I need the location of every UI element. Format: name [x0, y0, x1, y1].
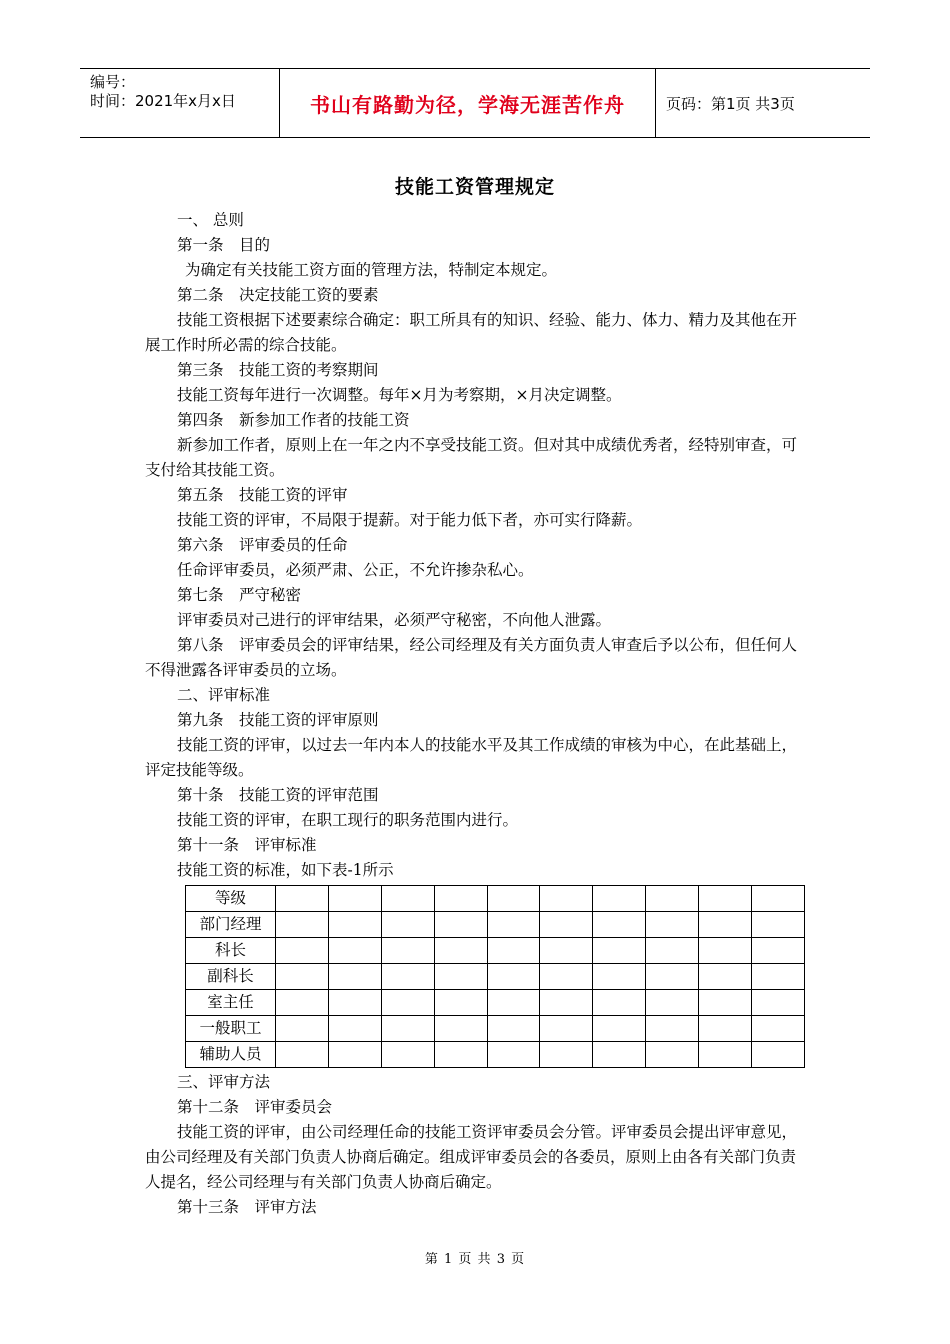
- grade-table: [185, 885, 805, 1068]
- table-cell: [752, 990, 805, 1016]
- paragraphs-top: [145, 208, 805, 883]
- table-cell: [487, 1016, 540, 1042]
- paragraph: 第五条 技能工资的评审: [177, 486, 348, 504]
- document-title: 技能工资管理规定: [394, 176, 555, 198]
- table-row: [186, 886, 805, 912]
- paragraph: 技能工资的评审，由公司经理任命的技能工资评审委员会分管。评审委员会提出评审意见，由公司经理及有关部门负责人协商后确定。组成评审委员会的各委员，原则上由各有关部门负责人提名，经公司经理与有关部门负责人协商后确定。: [145, 1123, 798, 1191]
- header-page-info: 页码：第1页 共3页: [666, 94, 795, 113]
- table-cell: [540, 1042, 593, 1068]
- table-cell: [752, 938, 805, 964]
- paragraph: 第二条 决定技能工资的要素: [177, 286, 379, 304]
- table-cell: [381, 990, 434, 1016]
- paragraph: 第十条 技能工资的评审范围: [177, 786, 379, 804]
- table-cell: [434, 886, 487, 912]
- paragraph: 第四条 新参加工作者的技能工资: [177, 411, 410, 429]
- paragraph: 一、 总则: [177, 211, 244, 229]
- table-cell: [593, 912, 646, 938]
- table-cell: [328, 1016, 381, 1042]
- table-cell: [699, 1042, 752, 1068]
- table-cell: [434, 912, 487, 938]
- table-cell: [276, 912, 329, 938]
- table-cell: [276, 938, 329, 964]
- table-cell: [593, 1042, 646, 1068]
- page-footer: 第 1 页 共 3 页: [424, 1252, 526, 1267]
- paragraph: 第十二条 评审委员会: [177, 1098, 333, 1116]
- table-row-label: 等级: [186, 886, 276, 912]
- table-cell: [593, 1016, 646, 1042]
- header-meta: [80, 69, 280, 137]
- table-cell: [381, 964, 434, 990]
- paragraph: 第十一条 评审标准: [177, 836, 317, 854]
- table-cell: [276, 990, 329, 1016]
- paragraph: 技能工资根据下述要素综合确定：职工所具有的知识、经验、能力、体力、精力及其他在开展工作时所必需的综合技能。: [145, 311, 798, 354]
- paragraph: 第九条 技能工资的评审原则: [177, 711, 379, 729]
- header-slogan: 书山有路勤为径，学海无涯苦作舟: [280, 69, 656, 137]
- table-cell: [646, 990, 699, 1016]
- table-cell: [699, 912, 752, 938]
- table-cell: [699, 964, 752, 990]
- paragraph: 技能工资的评审，以过去一年内本人的技能水平及其工作成绩的审核为中心，在此基础上，评定技能等级。: [145, 736, 798, 779]
- page-header: [80, 68, 870, 138]
- paragraph: 第三条 技能工资的考察期间: [177, 361, 379, 379]
- table-cell: [328, 964, 381, 990]
- table-cell: [328, 912, 381, 938]
- table-cell: [434, 1016, 487, 1042]
- table-cell: [434, 990, 487, 1016]
- table-cell: [699, 938, 752, 964]
- table-row: [186, 990, 805, 1016]
- paragraph: 第一条 目的: [177, 236, 271, 254]
- table-row: [186, 938, 805, 964]
- table-row-label: 科长: [186, 938, 276, 964]
- table-cell: [646, 1042, 699, 1068]
- table-cell: [381, 1016, 434, 1042]
- table-cell: [752, 1016, 805, 1042]
- table-cell: [487, 886, 540, 912]
- table-cell: [646, 938, 699, 964]
- table-cell: [276, 1016, 329, 1042]
- table-cell: [540, 1016, 593, 1042]
- table-cell: [487, 964, 540, 990]
- table-row-label: 部门经理: [186, 912, 276, 938]
- table-row: [186, 964, 805, 990]
- table-row: [186, 1016, 805, 1042]
- table-cell: [540, 912, 593, 938]
- table-cell: [276, 1042, 329, 1068]
- table-cell: [276, 964, 329, 990]
- paragraph: 评审委员对己进行的评审结果，必须严守秘密，不向他人泄露。: [177, 611, 612, 629]
- paragraph: 三、评审方法: [177, 1073, 271, 1091]
- table-cell: [487, 990, 540, 1016]
- table-cell: [540, 964, 593, 990]
- table-cell: [434, 964, 487, 990]
- paragraph: 技能工资的评审，不局限于提薪。对于能力低下者，亦可实行降薪。: [177, 511, 643, 529]
- paragraph: 技能工资每年进行一次调整。每年×月为考察期，×月决定调整。: [177, 386, 622, 404]
- table-cell: [328, 886, 381, 912]
- table-cell: [434, 1042, 487, 1068]
- table-row: [186, 1042, 805, 1068]
- paragraph: 任命评审委员，必须严肃、公正，不允许掺杂私心。: [177, 561, 534, 579]
- table-cell: [646, 912, 699, 938]
- table-row-label: 室主任: [186, 990, 276, 1016]
- table-cell: [381, 1042, 434, 1068]
- table-cell: [699, 886, 752, 912]
- table-cell: [593, 964, 646, 990]
- table-row-label: 一般职工: [186, 1016, 276, 1042]
- paragraph: 二、评审标准: [177, 686, 271, 704]
- paragraph: 新参加工作者，原则上在一年之内不享受技能工资。但对其中成绩优秀者，经特别审查，可支付给其技能工资。: [145, 436, 798, 479]
- table-cell: [328, 1042, 381, 1068]
- paragraph: 第十三条 评审方法: [177, 1198, 317, 1216]
- paragraphs-bottom: [145, 1070, 805, 1220]
- table-cell: [646, 886, 699, 912]
- table-cell: [646, 1016, 699, 1042]
- table-cell: [752, 964, 805, 990]
- table-row-label: 辅助人员: [186, 1042, 276, 1068]
- table-cell: [487, 912, 540, 938]
- paragraph: 技能工资的标准，如下表-1所示: [177, 861, 394, 879]
- document-time: 时间：2021年x月x日: [90, 92, 236, 110]
- table-cell: [699, 1016, 752, 1042]
- table-cell: [487, 1042, 540, 1068]
- table-cell: [593, 990, 646, 1016]
- table-cell: [328, 990, 381, 1016]
- document-body: [145, 208, 805, 1220]
- table-cell: [593, 886, 646, 912]
- table-cell: [699, 990, 752, 1016]
- paragraph: 第七条 严守秘密: [177, 586, 302, 604]
- table-cell: [540, 938, 593, 964]
- table-cell: [328, 938, 381, 964]
- table-cell: [487, 938, 540, 964]
- table-cell: [540, 886, 593, 912]
- table-row: [186, 912, 805, 938]
- table-cell: [752, 912, 805, 938]
- table-cell: [593, 938, 646, 964]
- table-cell: [434, 938, 487, 964]
- table-cell: [540, 990, 593, 1016]
- paragraph: 为确定有关技能工资方面的管理方法，特制定本规定。: [185, 261, 558, 279]
- table-cell: [752, 1042, 805, 1068]
- table-cell: [646, 964, 699, 990]
- table-cell: [752, 886, 805, 912]
- document-number: 编号：: [90, 73, 136, 91]
- paragraph: 第八条 评审委员会的评审结果，经公司经理及有关方面负责人审查后予以公布，但任何人不得泄露各评审委员的立场。: [145, 636, 798, 679]
- table-cell: [381, 938, 434, 964]
- paragraph: 第六条 评审委员的任命: [177, 536, 348, 554]
- table-cell: [381, 912, 434, 938]
- table-cell: [276, 886, 329, 912]
- table-row-label: 副科长: [186, 964, 276, 990]
- table-cell: [381, 886, 434, 912]
- paragraph: 技能工资的评审，在职工现行的职务范围内进行。: [177, 811, 519, 829]
